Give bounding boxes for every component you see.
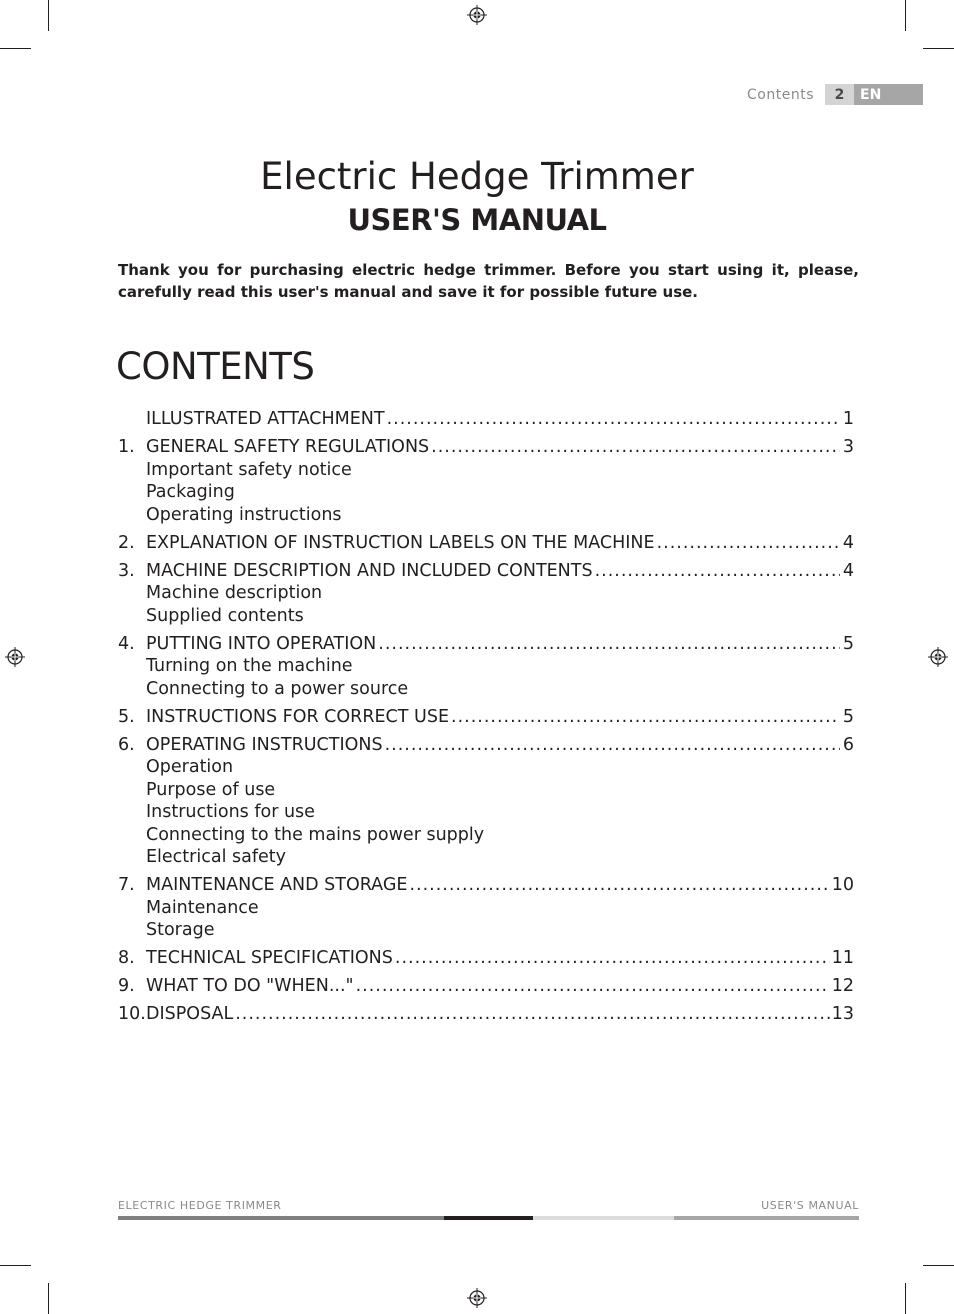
toc-subentry: Turning on the machine [146,656,353,676]
toc-leader-dots [387,408,840,431]
toc-entry-number: 5. [118,706,135,727]
footer-bar-segment [444,1216,533,1220]
crop-mark [923,1265,954,1266]
footer-bar [118,1216,859,1220]
toc-entry-number: 10. [118,1004,146,1024]
toc-entry [118,975,854,998]
page-number: 2 [825,84,854,105]
toc-entry [118,408,854,431]
toc-subentry: Connecting to a power source [146,678,409,699]
toc-entry-page: 5 [842,633,854,654]
crop-mark [0,48,31,49]
footer-bar-segment [118,1216,444,1220]
toc-entry-page: 1 [842,409,854,429]
section-name: Contents [747,86,814,103]
toc-entry [118,560,854,583]
toc-entry-label: WHAT TO DO "WHEN..." [146,976,354,996]
toc-subentry: Important safety notice [146,459,352,480]
toc-entry-label: TECHNICAL SPECIFICATIONS [146,948,393,968]
crop-mark [905,0,906,31]
toc-leader-dots [235,1003,829,1026]
page-header-tab [747,84,923,105]
toc-leader-dots [451,706,840,729]
toc-entry-number: 8. [118,948,135,968]
toc-entry [118,532,854,555]
toc-entry [118,706,854,729]
toc-entry-number: 1. [118,437,135,457]
toc-entry [118,874,854,897]
toc-entry-number: 9. [118,976,135,996]
registration-mark-icon [928,647,948,667]
toc-leader-dots [385,734,840,757]
footer-manual-name: USER'S MANUAL [761,1199,859,1212]
toc-subentry: Instructions for use [146,802,315,822]
toc-entry [118,633,854,656]
document-title: Electric Hedge Trimmer [260,155,694,198]
toc-entry-label: MAINTENANCE AND STORAGE [146,875,408,895]
toc-subentry: Purpose of use [146,779,276,800]
toc-entry-page: 13 [831,1004,854,1024]
toc-entry-number: 2. [118,532,135,553]
toc-entry-page: 3 [842,437,854,457]
toc-entry-label: MACHINE DESCRIPTION AND INCLUDED CONTENTS [146,560,593,581]
registration-mark-icon [467,5,487,25]
toc-subentry: Packaging [146,482,235,502]
toc-entry-label: OPERATING INSTRUCTIONS [146,734,383,755]
footer-bar-segment [533,1216,674,1220]
toc-entry [118,436,854,459]
toc-leader-dots [431,436,840,459]
crop-mark [923,48,954,49]
toc-subentry: Maintenance [146,897,259,918]
intro-paragraph: Thank you for purchasing electric hedge trimmer. Before you start using it, please, carefully read this user's manual and save it for possible future use. [118,261,859,301]
toc-entry-number: 7. [118,875,135,895]
toc-entry [118,734,854,757]
toc-leader-dots [378,633,840,656]
toc-entry-page: 4 [842,532,854,553]
crop-mark [0,1265,31,1266]
toc-entry-label: DISPOSAL [146,1004,234,1024]
toc-entry-page: 6 [842,734,854,755]
toc-entry-page: 4 [842,560,854,581]
crop-mark [905,1283,906,1314]
toc-subentry: Operation [146,757,234,777]
language-label: EN [854,84,923,105]
footer-product-name: ELECTRIC HEDGE TRIMMER [118,1199,282,1212]
toc-entry-label: PUTTING INTO OPERATION [146,633,377,654]
toc-entry-label: GENERAL SAFETY REGULATIONS [146,437,430,457]
toc-subentry: Machine description [146,583,323,603]
registration-mark-icon [5,647,25,667]
toc-entry-page: 10 [831,875,854,895]
contents-heading: CONTENTS [116,345,315,388]
toc-subentry: Storage [146,920,215,940]
toc-subentry: Electrical safety [146,847,286,867]
toc-entry-page: 5 [842,706,854,727]
crop-mark [48,1283,49,1314]
footer-bar-segment [674,1216,859,1220]
crop-mark [48,0,49,31]
toc-entry-number: 3. [118,560,135,581]
toc-entry-number: 6. [118,734,135,755]
toc-leader-dots [356,975,830,998]
toc-leader-dots [657,532,840,555]
toc-entry-label: EXPLANATION OF INSTRUCTION LABELS ON THE MACHINE [146,532,655,553]
toc-subentry: Connecting to the mains power supply [146,824,485,845]
toc-leader-dots [595,560,840,583]
toc-entry-label: ILLUSTRATED ATTACHMENT [146,409,385,429]
toc-entry [118,1003,854,1026]
toc-entry-number: 4. [118,633,135,654]
toc-entry [118,947,854,970]
toc-leader-dots [395,947,830,970]
toc-entry-label: INSTRUCTIONS FOR CORRECT USE [146,706,450,727]
toc-subentry: Supplied contents [146,605,304,626]
toc-entry-page: 11 [831,948,854,968]
toc-leader-dots [409,874,829,897]
toc-entry-page: 12 [831,976,854,996]
document-subtitle: USER'S MANUAL [347,203,607,237]
registration-mark-icon [467,1288,487,1308]
table-of-contents [118,408,854,1026]
toc-subentry: Operating instructions [146,504,342,525]
